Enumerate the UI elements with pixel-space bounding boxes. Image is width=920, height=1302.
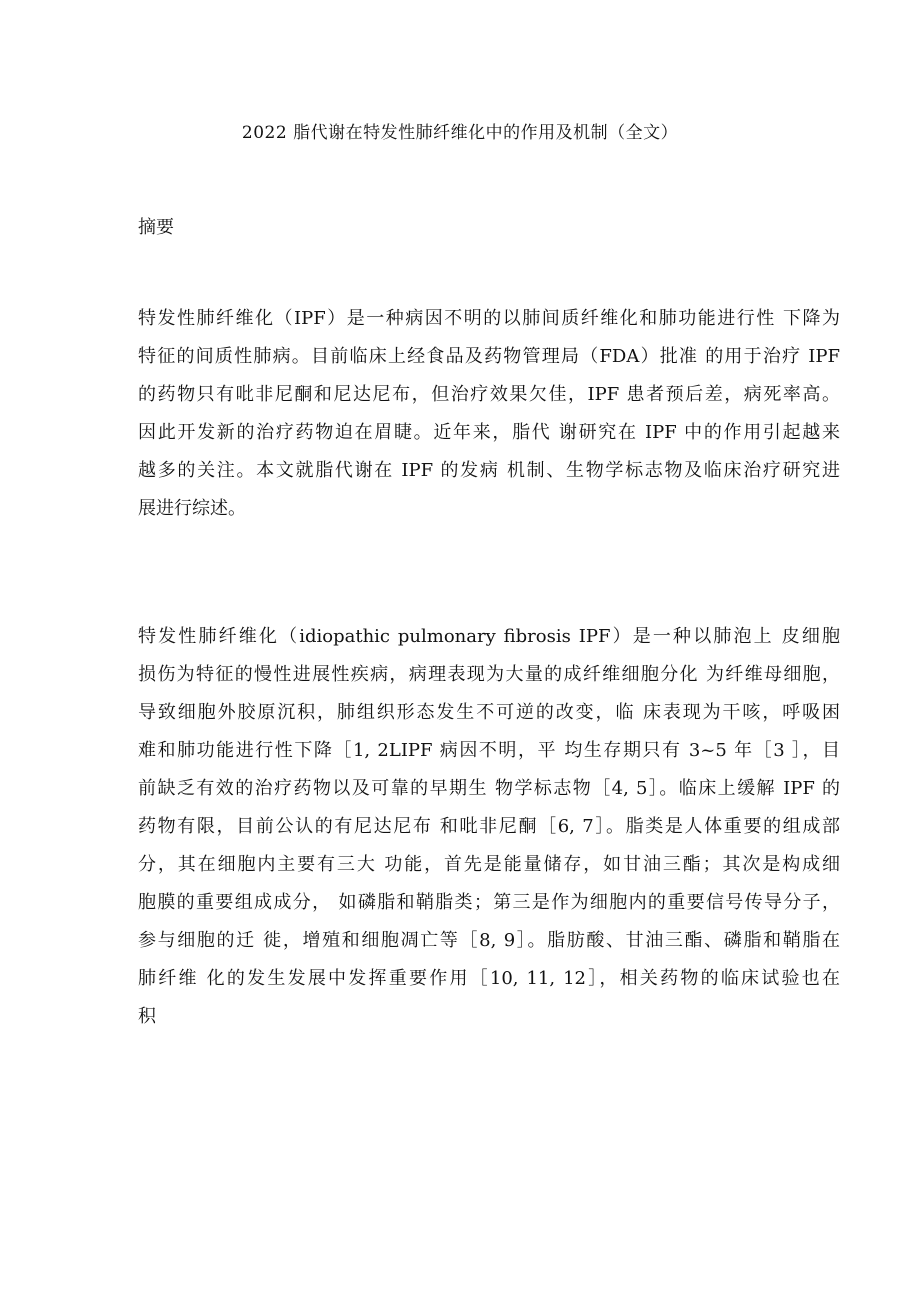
text-line: 参与细胞的迁 徙，增殖和细胞凋亡等［8, 9］。脂肪酸、甘油三酯、磷脂和鞘脂在 [138, 930, 840, 951]
text-line: 因此开发新的治疗药物迫在眉睫。近年来，脂代 谢研究在 IPF 中的作用引起越来 [138, 422, 840, 443]
text-line: 分，其在细胞内主要有三大 功能，首先是能量储存，如甘油三酯；其次是构成细 [138, 854, 840, 875]
text-line: 肺纤维 化的发生发展中发挥重要作用［10, 11, 12］，相关药物的临床试验也在 [138, 968, 840, 989]
text-line: 展进行综述。 [138, 498, 246, 519]
text-line: 积 [138, 1006, 156, 1027]
text-line: 特发性肺纤维化（idiopathic pulmonary fibrosis IPF）是一种以肺泡上 皮细胞 [138, 626, 840, 647]
text-line: 难和肺功能进行性下降［1, 2LIPF 病因不明，平 均生存期只有 3~5 年［3 ］，目 [138, 740, 840, 761]
text-line: 越多的关注。本文就脂代谢在 IPF 的发病 机制、生物学标志物及临床治疗研究进 [138, 460, 840, 481]
text-line: 药物有限，目前公认的有尼达尼布 和吡非尼酮［6, 7］。脂类是人体重要的组成部 [138, 816, 840, 837]
text-line: 损伤为特征的慢性进展性疾病，病理表现为大量的成纤维细胞分化 为纤维母细胞， [138, 664, 840, 685]
abstract-paragraph [138, 300, 840, 528]
text-line: 前缺乏有效的治疗药物以及可靠的早期生 物学标志物［4, 5］。临床上缓解 IPF 的 [138, 778, 840, 799]
abstract-heading: 摘要 [138, 217, 174, 238]
document-title: 2022 脂代谢在特发性肺纤维化中的作用及机制（全文） [241, 123, 679, 143]
text-line: 特发性肺纤维化（IPF）是一种病因不明的以肺间质纤维化和肺功能进行性 下降为 [138, 308, 840, 329]
body-paragraph [138, 618, 840, 1036]
text-line: 特征的间质性肺病。目前临床上经食品及药物管理局（FDA）批准 的用于治疗 IPF [138, 346, 840, 367]
text-line: 胞膜的重要组成成分， 如磷脂和鞘脂类；第三是作为细胞内的重要信号传导分子， [138, 892, 840, 913]
text-line: 导致细胞外胶原沉积，肺组织形态发生不可逆的改变，临 床表现为干咳，呼吸困 [138, 702, 840, 723]
text-line: 的药物只有吡非尼酮和尼达尼布，但治疗效果欠佳，IPF 患者预后差，病死率高。 [138, 384, 840, 405]
